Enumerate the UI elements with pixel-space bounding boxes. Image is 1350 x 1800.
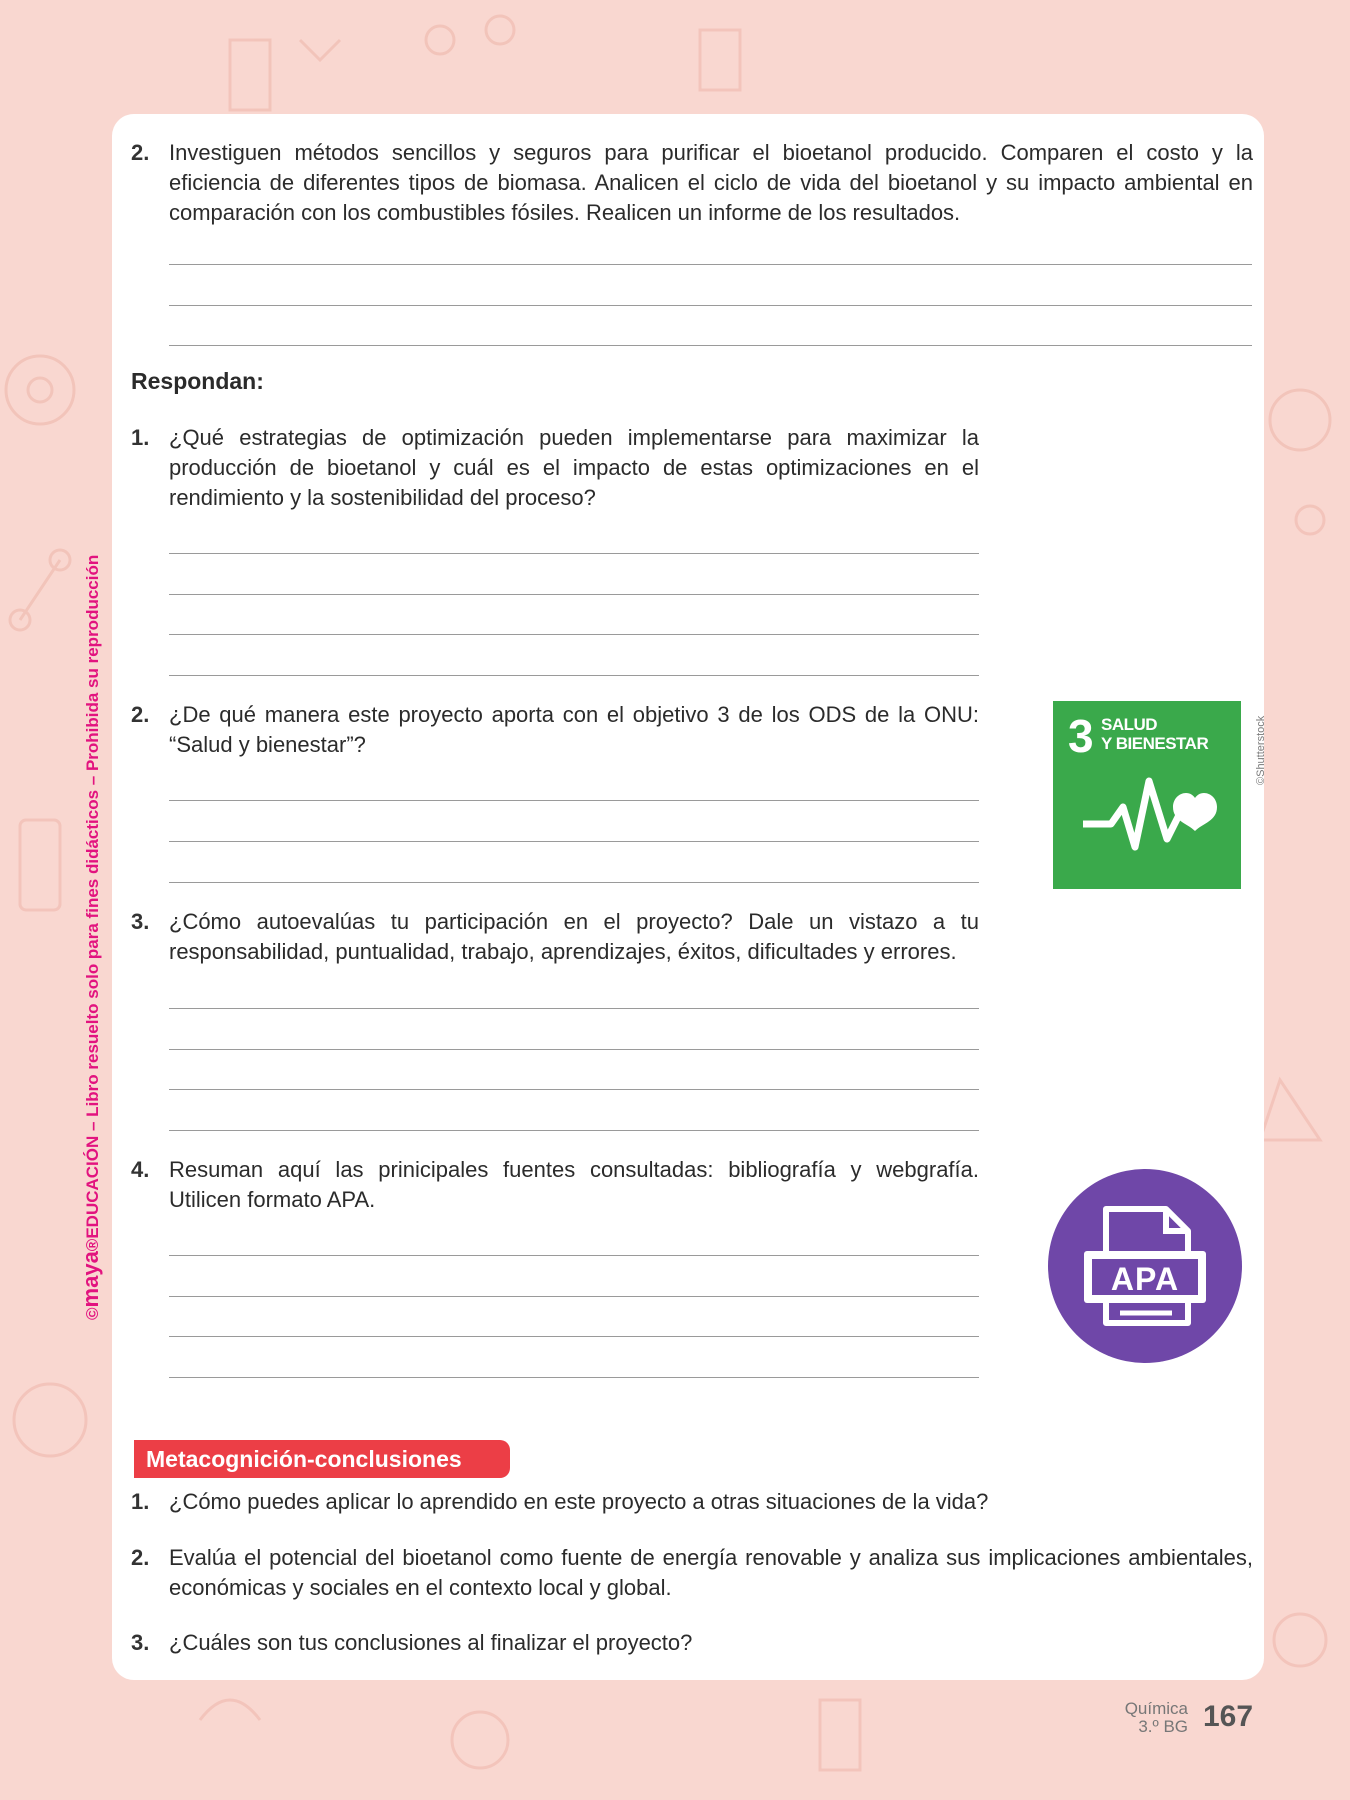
respond-heading: Respondan: xyxy=(131,368,264,394)
answer-line[interactable] xyxy=(169,1089,979,1090)
activity-number: 2. xyxy=(131,140,150,165)
answer-line[interactable] xyxy=(169,1255,979,1256)
question-item xyxy=(131,700,979,760)
subject-name: Química xyxy=(1124,1699,1188,1718)
question-text: ¿Cuáles son tus conclusiones al finalizar el proyecto? xyxy=(169,1630,693,1655)
brand-logo: maya xyxy=(78,1251,103,1308)
question-number: 2. xyxy=(131,1545,150,1570)
metacognition-item xyxy=(131,1628,1253,1658)
grade-level: 3.º BG xyxy=(1138,1717,1188,1736)
sdg-label xyxy=(1101,715,1208,753)
question-text: ¿De qué manera este proyecto aporta con el objetivo 3 de los ODS de la ONU: “Salud y bienestar”? xyxy=(169,702,979,757)
answer-line[interactable] xyxy=(169,800,979,801)
question-number: 4. xyxy=(131,1157,150,1182)
question-text: Evalúa el potencial del bioetanol como fuente de energía renovable y analiza sus implicaciones ambientales, económicas y sociales en el contexto local y global. xyxy=(169,1545,1253,1600)
question-text: ¿Cómo autoevalúas tu participación en el proyecto? Dale un vistazo a tu responsabilidad, puntualidad, trabajo, aprendizajes, éxitos, dificultades y errores. xyxy=(169,909,979,964)
activity-text: Investiguen métodos sencillos y seguros para purificar el bioetanol producido. Comparen el costo y la eficiencia de diferentes tipos de biomasa. Analicen el ciclo de vida del bioetanol y su impacto ambiental en comparación con los combustibles fósiles. Realicen un informe de los resultados. xyxy=(169,140,1253,225)
question-item xyxy=(131,1155,979,1215)
apa-badge xyxy=(1048,1169,1242,1363)
sdg-number: 3 xyxy=(1068,710,1094,762)
copyright-symbol: © xyxy=(83,1307,102,1320)
page-number: 167 xyxy=(1203,1700,1254,1733)
question-number: 3. xyxy=(131,1630,150,1655)
question-text: Resuman aquí las prinicipales fuentes consultadas: bibliografía y webgrafía. Utilicen formato APA. xyxy=(169,1157,979,1212)
metacognition-title: Metacognición-conclusiones xyxy=(134,1440,510,1478)
sdg-3-badge xyxy=(1053,701,1241,889)
answer-line[interactable] xyxy=(169,264,1252,265)
answer-line[interactable] xyxy=(169,1336,979,1337)
answer-line[interactable] xyxy=(169,841,979,842)
sdg-label-line2: Y BIENESTAR xyxy=(1101,734,1209,753)
metacognition-item xyxy=(131,1487,1253,1517)
answer-line[interactable] xyxy=(169,345,1252,346)
answer-line[interactable] xyxy=(169,305,1252,306)
sdg-label-line1: SALUD xyxy=(1101,715,1158,734)
answer-line[interactable] xyxy=(169,594,979,595)
answer-line[interactable] xyxy=(169,1130,979,1131)
answer-line[interactable] xyxy=(169,634,979,635)
heartbeat-heart-icon xyxy=(1083,769,1223,869)
activity-item xyxy=(131,138,1253,228)
metacognition-item xyxy=(131,1543,1253,1603)
copyright-notice xyxy=(78,555,104,1320)
answer-line[interactable] xyxy=(169,553,979,554)
footer-subject xyxy=(1125,1700,1188,1736)
answer-line[interactable] xyxy=(169,1296,979,1297)
question-number: 1. xyxy=(131,1489,150,1514)
question-number: 3. xyxy=(131,909,150,934)
image-credit: ©Shutterstock xyxy=(1255,715,1267,785)
answer-line[interactable] xyxy=(169,675,979,676)
question-item xyxy=(131,907,979,967)
question-item xyxy=(131,423,979,513)
answer-line[interactable] xyxy=(169,882,979,883)
answer-line[interactable] xyxy=(169,1049,979,1050)
question-number: 1. xyxy=(131,425,150,450)
apa-label: APA xyxy=(1110,1261,1180,1297)
answer-line[interactable] xyxy=(169,1377,979,1378)
question-text: ¿Cómo puedes aplicar lo aprendido en este proyecto a otras situaciones de la vida? xyxy=(169,1489,989,1514)
question-text: ¿Qué estrategias de optimización pueden implementarse para maximizar la producción de bioetanol y cuál es el impacto de estas optimizaciones en el rendimiento y la sostenibilidad del proceso? xyxy=(169,425,979,510)
copyright-text: ®EDUCACIÓN – Libro resuelto solo para fines didácticos – Prohibida su reproducción xyxy=(83,554,102,1252)
question-number: 2. xyxy=(131,702,150,727)
answer-line[interactable] xyxy=(169,1008,979,1009)
